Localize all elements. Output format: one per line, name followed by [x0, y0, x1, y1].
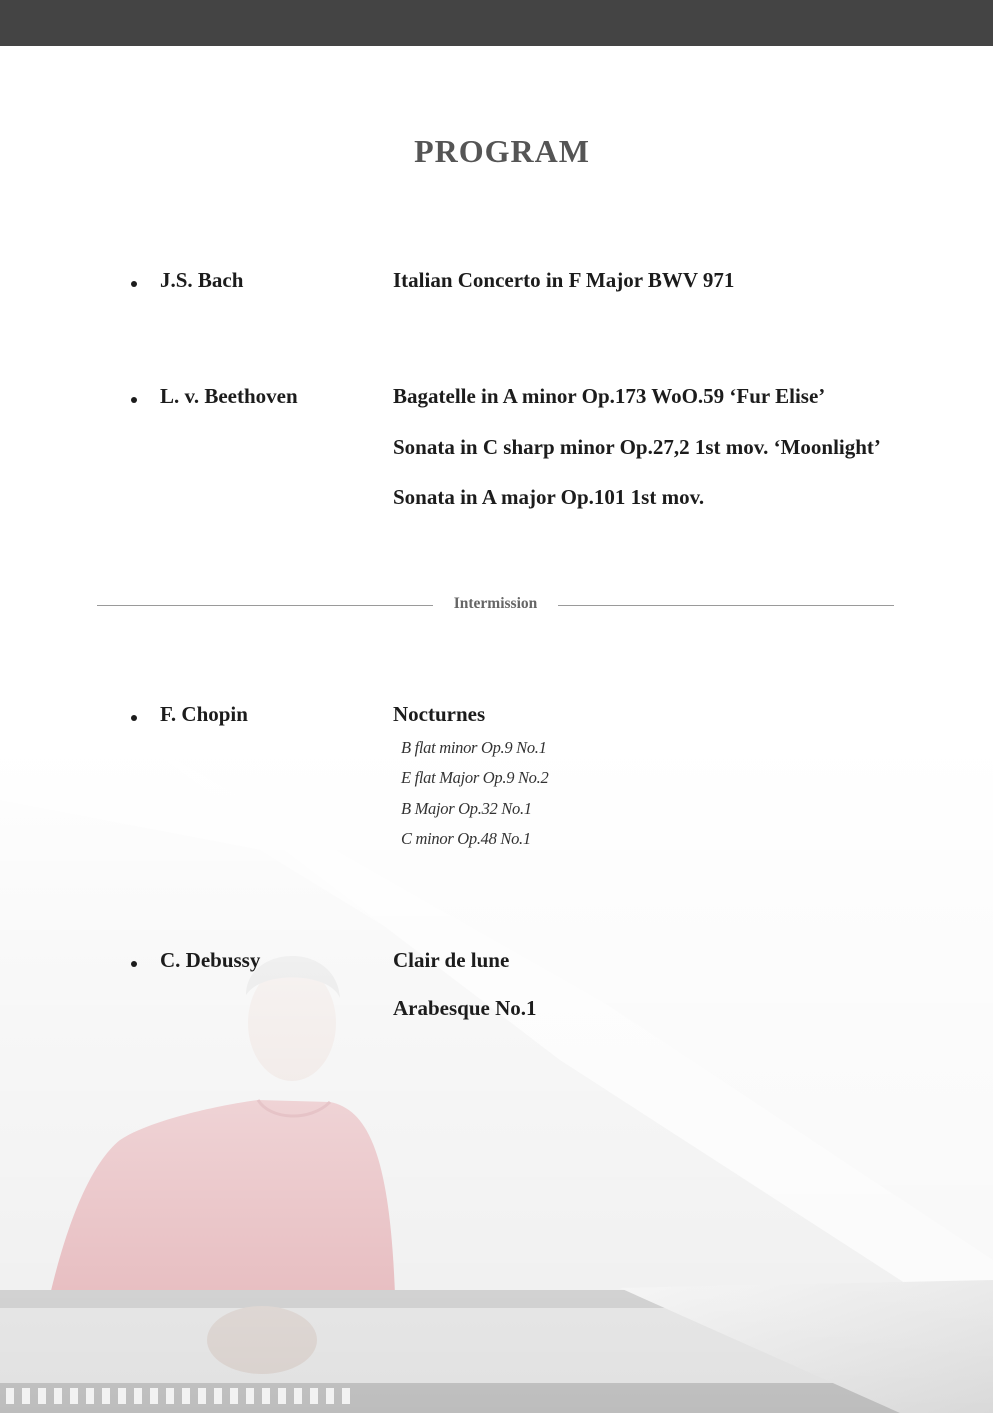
piece-clair-de-lune: Clair de lune [393, 948, 510, 972]
nocturne-op32-no1: B Major Op.32 No.1 [401, 799, 532, 818]
top-bar [0, 0, 993, 46]
program-title: PROGRAM [414, 133, 590, 169]
piece-arabesque: Arabesque No.1 [393, 996, 537, 1020]
intermission-label: Intermission [453, 595, 538, 612]
nocturne-op9-no1: B flat minor Op.9 No.1 [401, 738, 547, 757]
bullet-debussy [131, 961, 137, 967]
piece-fur-elise: Bagatelle in A minor Op.173 WoO.59 ‘Fur Elise’ [393, 384, 826, 408]
intermission-rule-left [97, 605, 433, 606]
composer-chopin: F. Chopin [160, 702, 248, 726]
nocturne-op9-no2: E flat Major Op.9 No.2 [401, 768, 549, 787]
bullet-bach [131, 281, 137, 287]
composer-debussy: C. Debussy [160, 948, 261, 972]
piece-nocturnes: Nocturnes [393, 702, 486, 726]
bullet-beethoven [131, 397, 137, 403]
intermission-rule-right [558, 605, 894, 606]
composer-bach: J.S. Bach [160, 268, 244, 292]
piece-sonata-op101: Sonata in A major Op.101 1st mov. [393, 485, 705, 509]
composer-beethoven: L. v. Beethoven [160, 384, 298, 408]
piece-italian-concerto: Italian Concerto in F Major BWV 971 [393, 268, 735, 292]
piece-moonlight-sonata: Sonata in C sharp minor Op.27,2 1st mov. ‘Moonlight’ [393, 435, 881, 459]
nocturne-op48-no1: C minor Op.48 No.1 [401, 829, 531, 848]
bullet-chopin [131, 715, 137, 721]
